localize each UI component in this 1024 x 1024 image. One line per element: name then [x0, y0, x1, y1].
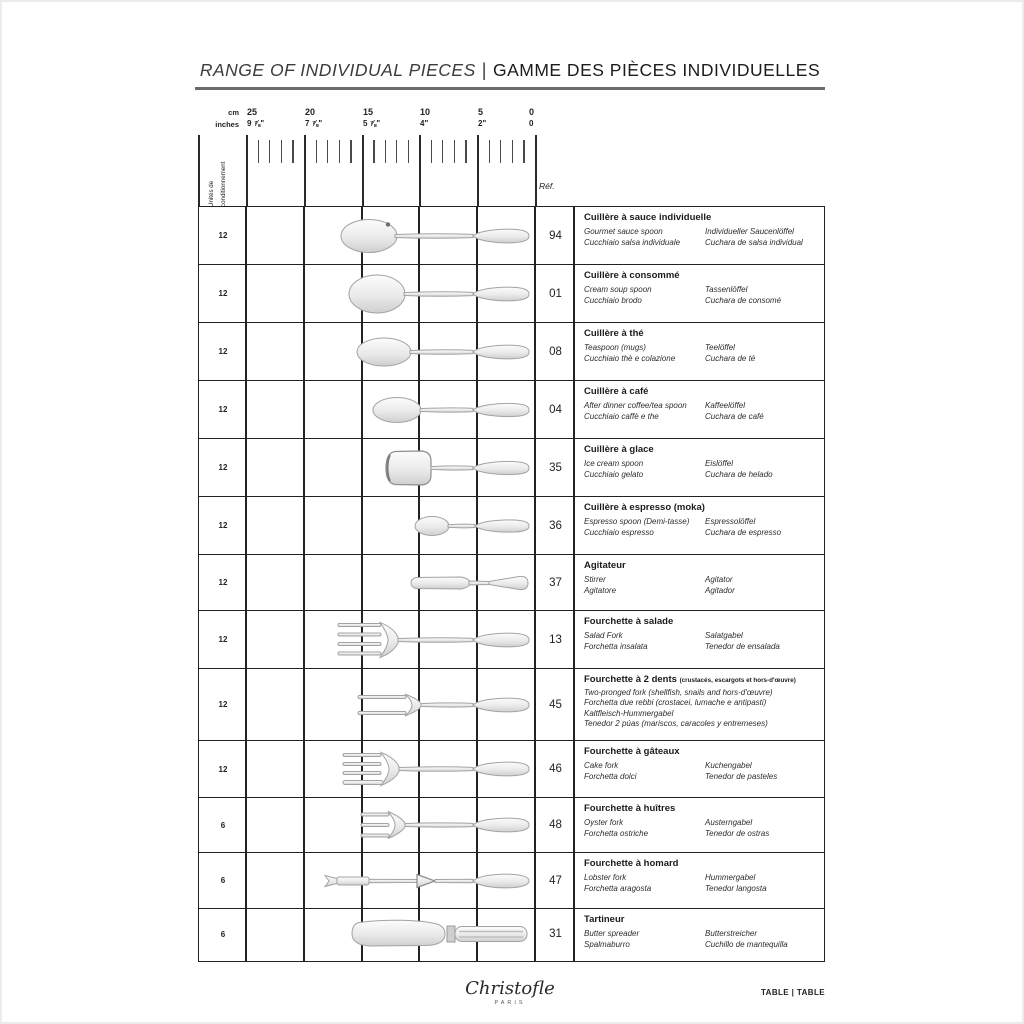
quantity-cell: 12 — [218, 635, 228, 644]
measurement-ruler — [198, 105, 825, 206]
ruler-inch-25: 9 ⅞" — [247, 119, 265, 128]
stirrer-image — [409, 561, 531, 605]
ref-cell: 47 — [549, 874, 562, 887]
item-name-de: Hummergabel — [705, 872, 756, 882]
picto-cell — [247, 555, 536, 610]
table-row — [199, 798, 824, 853]
table-row — [199, 323, 824, 381]
item-title: Fourchette à gâteaux — [584, 746, 680, 757]
table-row — [199, 853, 824, 909]
table-row — [199, 741, 824, 798]
description-cell — [575, 439, 824, 496]
picto-cell — [247, 798, 536, 852]
item-name-de: Kaffeelöffel — [705, 400, 746, 410]
coffee-spoon-image — [371, 388, 531, 432]
item-title: Tartineur — [584, 914, 625, 925]
item-title: Fourchette à salade — [584, 616, 674, 627]
ruler-unit-inches-label: inches — [215, 120, 239, 129]
cake-fork-image — [341, 747, 531, 791]
item-name-de: Kuchengabel — [705, 760, 752, 770]
item-title: Fourchette à huîtres — [584, 803, 676, 814]
quantity-cell: 6 — [220, 876, 226, 885]
item-name-de: Salatgabel — [705, 630, 743, 640]
item-name-it: Cucchiaio salsa individuale — [584, 237, 681, 247]
picto-cell — [247, 669, 536, 740]
picto-cell — [247, 323, 536, 380]
item-name-it: Cucchiaio gelato — [584, 469, 644, 479]
item-name-es: Tenedor de ensalada — [705, 641, 780, 651]
quantity-cell: 12 — [218, 521, 228, 530]
quantity-cell: 6 — [220, 820, 226, 830]
ref-cell: 35 — [549, 461, 562, 474]
item-name-de: Individueller Saucenlöffel — [705, 226, 794, 236]
item-name-it: Forchetta aragosta — [584, 883, 652, 893]
item-name-de: Eislöffel — [705, 458, 734, 468]
quantity-cell: 12 — [218, 231, 228, 240]
item-name-it: Forchetta insalata — [584, 641, 648, 651]
picto-cell — [247, 207, 536, 264]
title-separator: | — [481, 60, 487, 80]
description-cell — [575, 207, 824, 264]
lobster-fork-image — [323, 859, 531, 903]
brand-logo — [195, 978, 825, 1006]
item-name-es: Cuchara de helado — [705, 469, 773, 479]
picto-cell — [247, 909, 536, 959]
description-cell — [575, 555, 824, 610]
oyster-fork-image — [359, 803, 531, 847]
item-name-en: Butter spreader — [584, 928, 640, 938]
ruler-cm-5: 5 — [478, 107, 484, 117]
description-cell — [575, 381, 824, 438]
ruler-cm-15: 15 — [363, 107, 374, 117]
grid-line — [303, 207, 305, 961]
grid-line — [198, 135, 200, 206]
page-title-english: RANGE OF INDIVIDUAL PIECES — [199, 60, 476, 80]
quantity-cell: 12 — [218, 700, 228, 709]
item-name-it: Forchetta ostriche — [584, 828, 649, 838]
ruler-line-0cm — [535, 135, 537, 206]
item-title: Cuillère à sauce individuelle — [584, 212, 712, 223]
item-title: Cuillère à glace — [584, 444, 654, 455]
title-underline — [195, 87, 825, 90]
item-name-it: Cucchiaio caffè e the — [584, 411, 659, 421]
item-name-de: Espressolöffel — [705, 516, 756, 526]
description-cell — [575, 265, 824, 322]
picto-cell — [247, 381, 536, 438]
picto-cell — [247, 439, 536, 496]
ruler-inch-10: 4" — [420, 119, 429, 128]
ruler-cm-25: 25 — [247, 107, 258, 117]
item-name-es: Tenedor de ostras — [705, 828, 770, 838]
item-name-en: Teaspoon (mugs) — [584, 342, 646, 352]
ref-cell: 37 — [549, 576, 562, 589]
quantity-cell: 12 — [218, 347, 228, 356]
cream-soup-spoon-image — [346, 272, 531, 316]
ruler-inch-5: 2" — [478, 119, 487, 128]
table-row — [199, 207, 824, 265]
two-pronged-fork-image — [356, 683, 531, 727]
item-name-de: Teelöffel — [705, 342, 735, 352]
item-name-de: Austerngabel — [705, 817, 753, 827]
quantity-cell: 12 — [218, 405, 228, 414]
item-title: Cuillère à café — [584, 386, 649, 397]
table-row — [199, 555, 824, 611]
item-name-en: After dinner coffee/tea spoon — [584, 400, 687, 410]
quantity-cell: 12 — [218, 463, 228, 472]
page-title — [160, 60, 860, 81]
ref-cell: 08 — [549, 345, 562, 358]
table-row — [199, 497, 824, 555]
item-name-en: Ice cream spoon — [584, 458, 644, 468]
ruler-cm-0: 0 — [529, 107, 535, 117]
ref-column-label: Réf. — [539, 181, 555, 191]
ruler-line-10cm — [419, 135, 421, 206]
item-title-note: (crustacés, escargots et hors-d'œuvre) — [679, 677, 796, 684]
item-name-en: Cake fork — [584, 760, 619, 770]
item-title: Fourchette à homard — [584, 858, 679, 869]
ref-cell: 36 — [549, 519, 562, 532]
item-name-en: Oyster fork — [584, 817, 624, 827]
ruler-unit-cm-label: cm — [228, 108, 239, 117]
item-name-es: Tenedor langosta — [705, 883, 767, 893]
quantity-cell: 6 — [220, 929, 226, 939]
item-name-es: Agitador — [705, 585, 735, 595]
picto-cell — [247, 265, 536, 322]
quantity-cell: 12 — [218, 289, 228, 298]
teaspoon-image — [355, 330, 531, 374]
description-cell — [575, 323, 824, 380]
item-name-it: Spalmaburro — [584, 939, 630, 949]
page-title-french: GAMME DES PIÈCES INDIVIDUELLES — [492, 60, 821, 80]
item-name-en: Lobster fork — [584, 872, 627, 882]
item-title: Cuillère à thé — [584, 328, 644, 339]
item-name-en: Two-pronged fork (shellfish, snails and hors-d'œuvre) — [584, 687, 773, 697]
espresso-spoon-image — [413, 504, 531, 548]
gourmet-sauce-spoon-image — [339, 214, 531, 258]
item-name-es: Tenedor de pasteles — [705, 771, 778, 781]
description-cell — [575, 497, 824, 554]
description-cell — [575, 669, 824, 740]
table-row — [199, 381, 824, 439]
item-name-en: Cream soup spoon — [584, 284, 652, 294]
item-name-en: Espresso spoon (Demi-tasse) — [584, 516, 690, 526]
ruler-line-15cm — [362, 135, 364, 206]
item-name-it: Agitatore — [584, 585, 617, 595]
picto-cell — [247, 741, 536, 797]
item-name-en: Stirrer — [584, 574, 606, 584]
picto-cell — [247, 497, 536, 554]
item-name-it: Cucchiaio brodo — [584, 295, 642, 305]
ruler-inch-20: 7 ⅞" — [305, 119, 323, 128]
table-row — [199, 669, 824, 741]
item-title: Cuillère à consommé — [584, 270, 680, 281]
ref-cell: 48 — [549, 819, 562, 831]
item-name-es: Cuchara de café — [705, 411, 764, 421]
ref-cell: 13 — [549, 633, 562, 646]
ref-cell: 46 — [549, 763, 562, 775]
item-name-de: Kaltfleisch-Hummergabel — [584, 708, 674, 718]
description-cell — [575, 611, 824, 668]
ruler-line-20cm — [304, 135, 306, 206]
ruler-cm-10: 10 — [420, 107, 431, 117]
table-row — [199, 909, 824, 959]
picto-cell — [247, 611, 536, 668]
ruler-cm-20: 20 — [305, 107, 316, 117]
item-name-de: Agitator — [705, 574, 733, 584]
description-cell — [575, 909, 824, 959]
item-title: Cuillère à espresso (moka) — [584, 502, 705, 513]
salad-fork-image — [336, 618, 531, 662]
item-name-de: Tassenlöffel — [705, 284, 748, 294]
item-name-es: Cuchara de té — [705, 353, 756, 363]
brand-city: PARIS — [494, 1000, 526, 1006]
ruler-inch-0: 0 — [529, 119, 534, 128]
picto-cell — [247, 853, 536, 908]
ruler-inch-15: 5 ⅞" — [363, 119, 381, 128]
item-name-it: Cucchiaio thè e colazione — [584, 353, 676, 363]
table-row — [199, 611, 824, 669]
item-name-de: Butterstreicher — [705, 928, 758, 938]
quantity-cell: 12 — [218, 764, 228, 774]
ref-cell: 01 — [549, 287, 562, 300]
description-cell — [575, 853, 824, 908]
description-cell — [575, 741, 824, 797]
butter-spreader-image — [349, 912, 531, 956]
item-name-es: Cuchara de espresso — [705, 527, 782, 537]
ref-cell: 04 — [549, 403, 562, 416]
pieces-table — [198, 206, 825, 962]
table-row — [199, 265, 824, 323]
item-name-it: Forchetta due rebbi (crostacei, lumache e antipasti) — [584, 698, 767, 708]
item-name-en: Gourmet sauce spoon — [584, 226, 663, 236]
item-name-it: Forchetta dolci — [584, 771, 637, 781]
item-name-es: Cuchara de consomé — [705, 295, 782, 305]
section-label: TABLE | TABLE — [760, 988, 825, 997]
units-of-packaging-label: Unités de conditionnement — [208, 161, 227, 207]
ref-cell: 94 — [549, 229, 562, 242]
item-name-es: Cuchara de salsa individual — [705, 237, 803, 247]
ruler-line-25cm — [246, 135, 248, 206]
ref-cell: 31 — [549, 928, 562, 940]
item-name-en: Salad Fork — [584, 630, 623, 640]
item-title: Fourchette à 2 dents (crustacés, escargots et hors-d'œuvre) — [584, 674, 796, 685]
item-name-es: Tenedor 2 púas (mariscos, caracoles y entremeses) — [584, 719, 768, 729]
description-cell — [575, 798, 824, 852]
item-title: Agitateur — [584, 560, 626, 571]
ice-cream-spoon-image — [383, 446, 531, 490]
item-name-it: Cucchiaio espresso — [584, 527, 654, 537]
ref-cell: 45 — [549, 698, 562, 711]
grid-line — [361, 207, 363, 961]
table-row — [199, 439, 824, 497]
item-name-es: Cuchillo de mantequilla — [705, 939, 788, 949]
brand-name: Christofle — [465, 978, 555, 999]
quantity-cell: 12 — [218, 578, 228, 587]
ruler-line-5cm — [477, 135, 479, 206]
